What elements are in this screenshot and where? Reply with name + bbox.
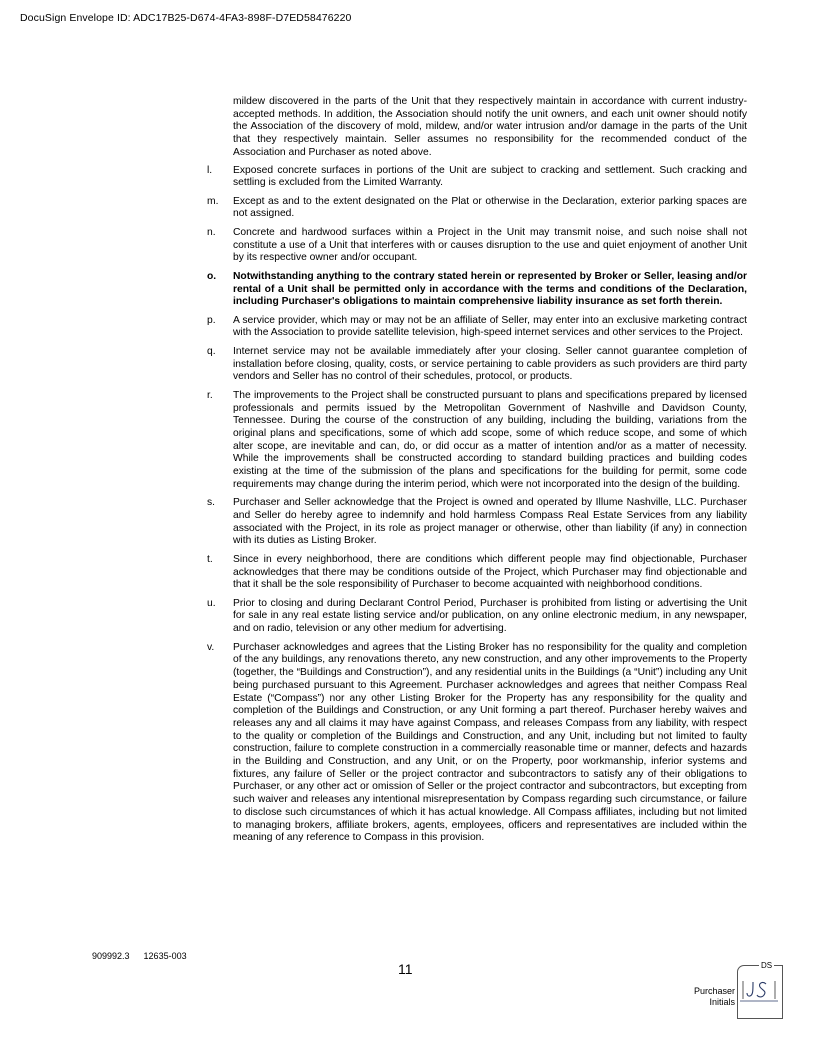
- item-text: Prior to closing and during Declarant Control Period, Purchaser is prohibited from listing or advertising the Unit for sale in any real estate listing service and/or publication, on any online electronic medium, in any newspaper, and on radio, television or any other medium for advertising.: [233, 597, 747, 635]
- item-text: Notwithstanding anything to the contrary stated herein or represented by Broker or Seller, leasing and/or rental of a Unit shall be permitted only in accordance with the terms and conditions of the Declaration, including Purchaser's obligations to maintain comprehensive liability insurance as set forth therein.: [233, 270, 747, 308]
- item-text: Except as and to the extent designated on the Plat or otherwise in the Declaration, exterior parking spaces are not assigned.: [233, 195, 747, 220]
- item-letter: m.: [207, 195, 219, 207]
- page-number: 11: [398, 961, 413, 977]
- item-text: The improvements to the Project shall be constructed pursuant to plans and specifications prepared by licensed professionals and permits issued by the Metropolitan Government of Nashville and Davidson County, Tennessee. During the course of the construction of any building, including the building, variations from the original plans and specifications, some of which add scope, some of which reduce scope, and some of which alter scope, are inevitable and can, do, or did occur as a matter of intention and/or as a matter of necessity. While the improvements shall be constructed according to standard building practices and building codes existing at the time of the submission of the plans and specifications for the building for permit, some code requirements may change during the interim period, which were not incorporated into the design of the building.: [233, 389, 747, 490]
- item-letter: r.: [207, 389, 213, 401]
- item-letter: n.: [207, 226, 216, 238]
- initials-signature: [739, 977, 779, 1003]
- item-letter: p.: [207, 314, 216, 326]
- envelope-id: DocuSign Envelope ID: ADC17B25-D674-4FA3-898F-D7ED58476220: [20, 12, 352, 24]
- item-letter: u.: [207, 597, 216, 609]
- purchaser-initials-label: Purchaser Initials: [693, 986, 735, 1007]
- list-item-l: [207, 165, 747, 190]
- list-item-n: [207, 227, 747, 265]
- item-letter: s.: [207, 497, 216, 509]
- item-text: Since in every neighborhood, there are conditions which different people may find objectionable, Purchaser acknowledges that there may be conditions outside of the Project, which Purchaser may find objectionable and that it shall be the sole responsibility of Purchaser to become acquainted with neighborhood conditions.: [233, 553, 747, 591]
- list-item-s: [207, 497, 747, 548]
- list-item-o: [207, 271, 747, 309]
- matter-number: 12635-003: [143, 951, 187, 961]
- item-text: Internet service may not be available immediately after your closing. Seller cannot guarantee completion of installation before closing, quality, costs, or service pertaining to cable providers as such providers are third party vendors and Seller has no control of their schedules, protocol, or products.: [233, 345, 747, 383]
- item-text: Purchaser and Seller acknowledge that the Project is owned and operated by Illume Nashville, LLC. Purchaser and Seller do hereby agree to indemnify and hold harmless Compass Real Estate Services from any liability associated with the Project, in its role as project manager or otherwise, other than liability (if any) in connection with its duties as Listing Broker.: [233, 497, 747, 547]
- item-text: Exposed concrete surfaces in portions of the Unit are subject to cracking and settlement. Such cracking and settling is excluded from the Limited Warranty.: [233, 164, 747, 189]
- list-item-t: [207, 554, 747, 592]
- document-code: [92, 951, 201, 961]
- item-letter: l.: [207, 164, 213, 176]
- item-letter: t.: [207, 553, 213, 565]
- item-text: A service provider, which may or may not be an affiliate of Seller, may enter into an exclusive marketing contract with the Association to provide satellite television, high-speed internet services and other services to the Project.: [233, 314, 747, 339]
- item-letter: q.: [207, 345, 216, 357]
- docusign-tag: DS: [761, 961, 773, 970]
- continuation-paragraph: mildew discovered in the parts of the Unit that they respectively maintain in accordance with current industry-accepted methods. In addition, the Association should notify the unit owners, and each unit owner should notify the Association of the discovery of mold, mildew, and/or water intrusion and/or damage in the parts of the Unit that they respectively maintain. Seller assumes no responsibility for the recommended conduct of the Association and Purchaser as noted above.: [233, 96, 747, 158]
- list-item-q: [207, 346, 747, 384]
- item-letter: v.: [207, 641, 215, 653]
- item-letter: o.: [207, 270, 217, 282]
- document-body: [207, 96, 747, 851]
- list-item-p: [207, 315, 747, 340]
- list-item-m: [207, 196, 747, 221]
- list-item-r: [207, 390, 747, 492]
- item-text: Purchaser acknowledges and agrees that the Listing Broker has no responsibility for the quality and completion of the any buildings, any renovations thereto, any new construction, and any other improvements to the Property (together, the “Buildings and Construction”), and any residential units in the Buildings (a “Unit”) including any Unit being purchased pursuant to this Agreement. Purchaser acknowledges and agrees that neither Compass Real Estate (“Compass”) nor any other Listing Broker for the Property has any responsibility for the quality and completion of the Buildings and Construction, or any Unit forming a part thereof. Purchaser hereby waives and releases any and all claims it may have against Compass, and releases Compass from any liability, with respect to the quality or completion of the Buildings and Construction, and any Unit, including but not limited to faulty construction, failure to complete construction in a commercially reasonable time or manner, defects and hazards in the Building and Construction, and any Unit, or on the Property, poor workmanship, inferior systems and fixtures, any failure of Seller or the project contractor and subcontractors to satisfy any of their obligations to Purchaser, or any other act or omission of Seller or the project contractor and subcontractors, but excepting from such waiver and releases any intentional misrepresentation by Compass regarding such circumstance, or failure to disclose such circumstances of which it has actual knowledge. All Compass affiliates, including but not limited to managing brokers, affiliate brokers, agents, employees, officers and representatives are included within the meaning of any reference to Compass in this provision.: [233, 641, 747, 844]
- list-item-u: [207, 598, 747, 636]
- list-item-v: [207, 642, 747, 845]
- item-text: Concrete and hardwood surfaces within a Project in the Unit may transmit noise, and such noise shall not constitute a use of a Unit that interferes with or causes disruption to the use and quiet enjoyment of another Unit by its respective owner and/or occupant.: [233, 226, 747, 264]
- doc-number: 909992.3: [92, 951, 130, 961]
